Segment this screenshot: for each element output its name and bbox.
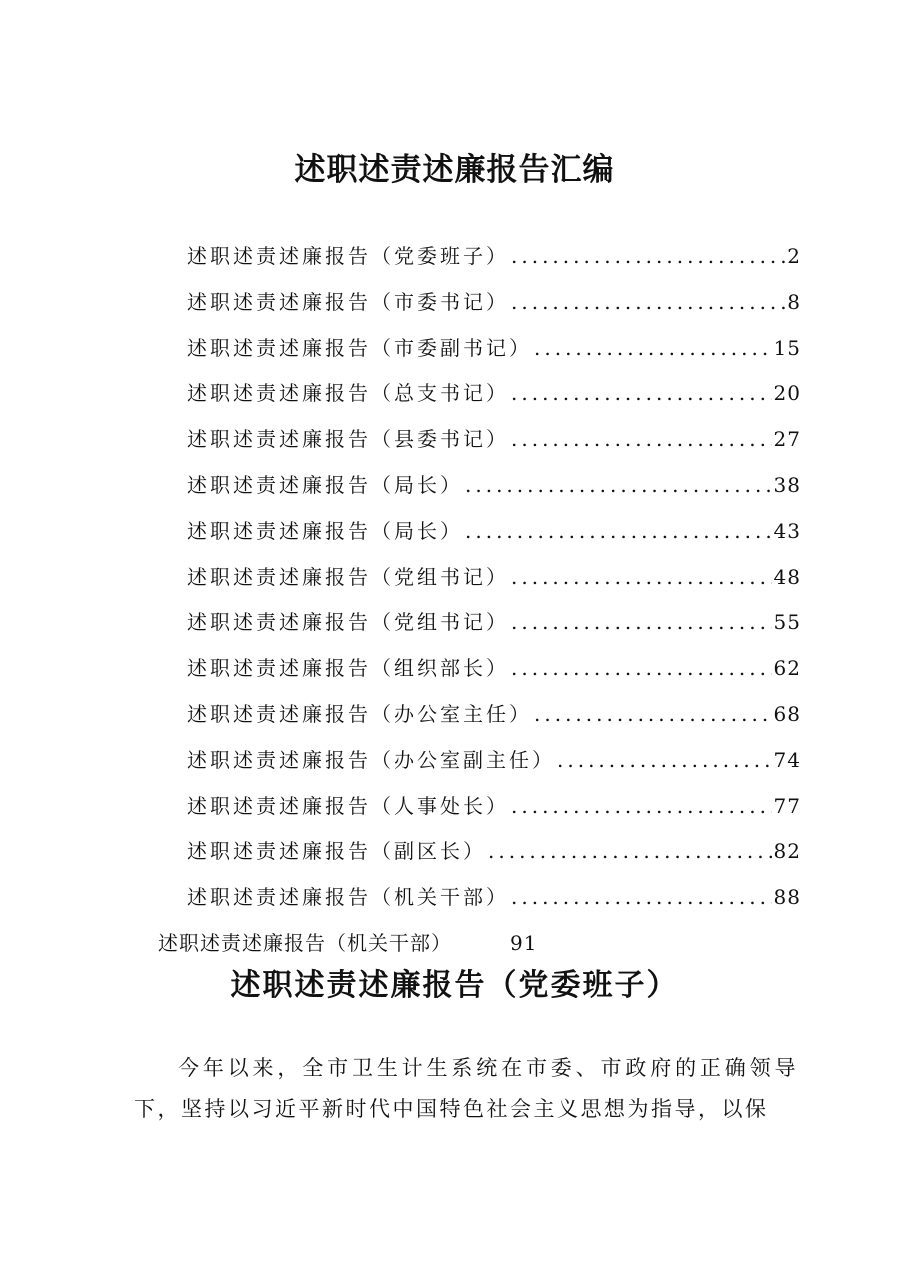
toc-entry-label: 述职述责述廉报告（机关干部）: [187, 885, 509, 910]
toc-leader-dots: [534, 692, 772, 738]
toc-leader-dots: [511, 371, 772, 417]
toc-entry-page: 38: [773, 472, 801, 497]
toc-entry[interactable]: [187, 646, 801, 692]
toc-entry-label: 述职述责述廉报告（党组书记）: [187, 610, 509, 635]
toc-entry-page: 77: [773, 793, 801, 818]
toc-entry-page: 82: [773, 839, 801, 864]
toc-entry[interactable]: [187, 829, 801, 875]
toc-entry[interactable]: [187, 417, 801, 463]
toc-entry-label: 述职述责述廉报告（办公室副主任）: [187, 747, 555, 772]
toc-entry-label: 述职述责述廉报告（局长）: [187, 518, 463, 543]
toc-entry-label: 述职述责述廉报告（党委班子）: [187, 244, 509, 268]
toc-entry-page: 55: [773, 610, 801, 635]
toc-entry-page: 2: [787, 244, 801, 268]
toc-leader-dots: [488, 829, 772, 875]
toc-leader-dots: [511, 417, 772, 463]
toc-entry-page: 20: [773, 381, 801, 406]
document-title: 述职述责述廉报告汇编: [294, 152, 615, 188]
toc-entry[interactable]: [187, 555, 801, 601]
toc-entry[interactable]: [187, 692, 801, 738]
section-heading: 述职述责述廉报告（党委班子）: [230, 968, 679, 1003]
toc-entry-page: 74: [773, 747, 801, 772]
toc-entry-page: 91: [510, 931, 538, 955]
toc-entry-label: 述职述责述廉报告（办公室主任）: [187, 701, 532, 726]
toc-leader-dots: [511, 555, 772, 601]
toc-entry-page: 43: [773, 518, 801, 543]
toc-entry-page: 15: [773, 335, 801, 360]
toc-leader-dots: [465, 509, 772, 555]
toc-entry-label: 述职述责述廉报告（县委书记）: [187, 427, 509, 452]
toc-entry[interactable]: [187, 738, 801, 784]
toc-leader-dots: [557, 738, 772, 784]
toc-entry[interactable]: [187, 463, 801, 509]
toc-entry-label: 述职述责述廉报告（组织部长）: [187, 656, 509, 681]
toc-entry-label: 述职述责述廉报告（局长）: [187, 472, 463, 497]
toc-entry-label: 述职述责述廉报告（党组书记）: [187, 564, 509, 589]
toc-leader-dots: [511, 784, 772, 830]
toc-leader-dots: [511, 875, 772, 921]
toc-entry-label: 述职述责述廉报告（总支书记）: [187, 381, 509, 406]
toc-entry[interactable]: [187, 280, 801, 326]
toc-leader-dots: [465, 463, 772, 509]
toc-entry-page: 8: [787, 289, 801, 314]
toc-entry[interactable]: [187, 875, 801, 921]
toc-entry-page: 68: [773, 701, 801, 726]
table-of-contents: [187, 234, 801, 921]
toc-entry[interactable]: [187, 600, 801, 646]
toc-leader-dots: [511, 280, 785, 326]
toc-entry[interactable]: [187, 509, 801, 555]
toc-entry-label: 述职述责述廉报告（人事处长）: [187, 793, 509, 818]
toc-leader-dots: [511, 600, 772, 646]
toc-entry[interactable]: [187, 371, 801, 417]
toc-entry-page: 62: [773, 656, 801, 681]
toc-entry-label: 述职述责述廉报告（机关干部）: [158, 931, 452, 955]
toc-entry[interactable]: [187, 234, 801, 280]
toc-entry-unformatted[interactable]: [158, 928, 537, 958]
toc-entry-page: 48: [773, 564, 801, 589]
toc-entry[interactable]: [187, 784, 801, 830]
toc-leader-dots: [511, 646, 772, 692]
toc-entry[interactable]: [187, 326, 801, 372]
toc-leader-dots: [534, 326, 772, 372]
toc-entry-label: 述职述责述廉报告（市委书记）: [187, 289, 509, 314]
toc-entry-label: 述职述责述廉报告（市委副书记）: [187, 335, 532, 360]
toc-entry-page: 27: [773, 427, 801, 452]
toc-leader-dots: [511, 234, 785, 280]
toc-entry-page: 88: [773, 885, 801, 910]
body-paragraph: 今年以来，全市卫生计生系统在市委、市政府的正确领导下，坚持以习近平新时代中国特色社会主义思想为指导，以保: [134, 1056, 798, 1121]
toc-entry-label: 述职述责述廉报告（副区长）: [187, 839, 486, 864]
